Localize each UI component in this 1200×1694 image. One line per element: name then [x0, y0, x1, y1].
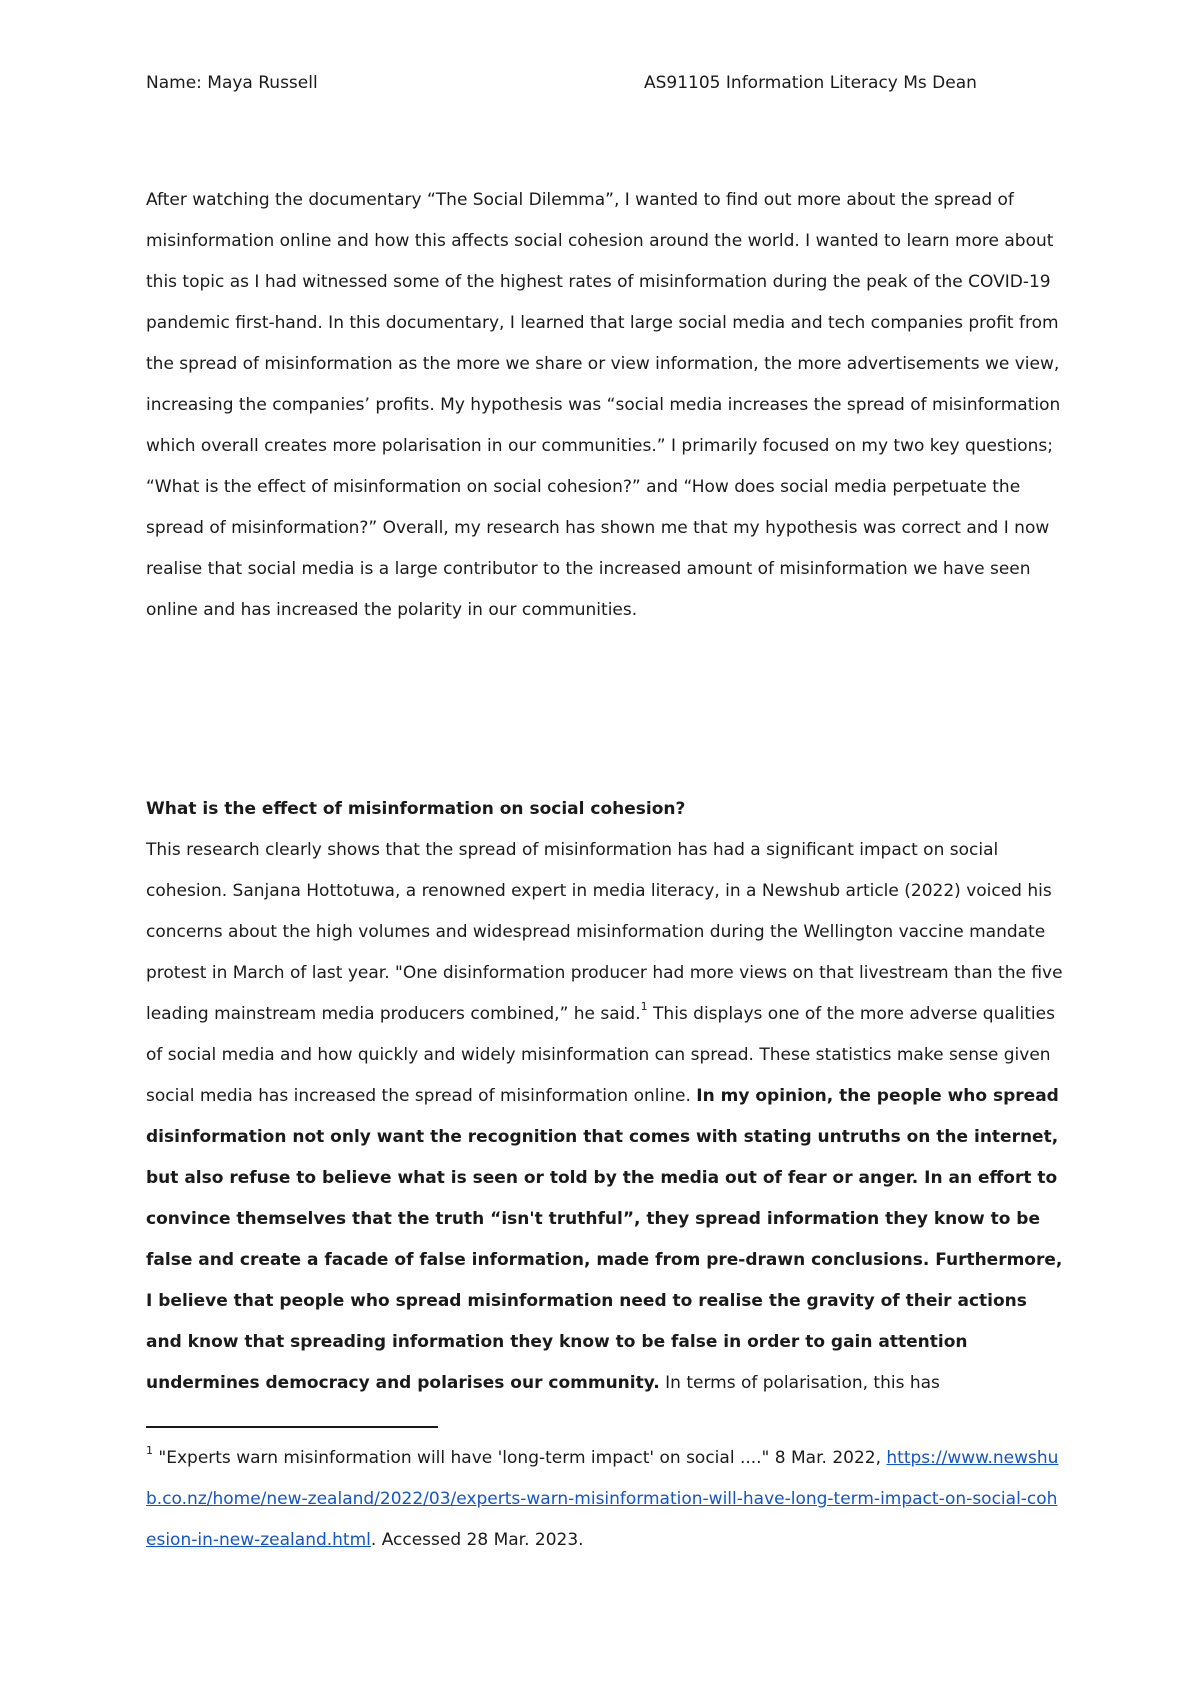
- section-text-part1: This research clearly shows that the spread of misinformation has had a significant impact on social cohesion. Sanjana Hottotuwa, a renowned expert in media literacy, in a Newshub article (2022) voiced his concerns about the high volumes and widespread misinformation during the Wellington vaccine mandate protest in March of last year. "One disinformation producer had more views on that livestream than the five leading mainstream media producers combined,” he said.: [146, 840, 1063, 1024]
- footnote-accessed: . Accessed 28 Mar. 2023.: [370, 1530, 584, 1550]
- footnote: [146, 1438, 1066, 1561]
- section-bold-opinion: In my opinion, the people who spread disinformation not only want the recognition that comes with stating untruths on the internet, but also refuse to believe what is seen or told by the media out of fear or anger. In an effort to convince themselves that the truth “isn't truthful”, they spread information they know to be false and create a facade of false information, made from pre-drawn conclusions. Furthermore, I believe that people who spread misinformation need to realise the gravity of their actions and know that spreading information they know to be false in order to gain attention undermines democracy and polarises our community.: [146, 1086, 1063, 1393]
- student-name: Name: Maya Russell: [146, 73, 318, 93]
- footnote-citation: "Experts warn misinformation will have 'long-term impact' on social ...." 8 Mar. 2022,: [153, 1448, 887, 1468]
- course-title: AS91105 Information Literacy Ms Dean: [644, 73, 977, 93]
- intro-paragraph: After watching the documentary “The Social Dilemma”, I wanted to find out more about the spread of misinformation online and how this affects social cohesion around the world. I wanted to learn more about this topic as I had witnessed some of the highest rates of misinformation during the peak of the COVID-19 pandemic first-hand. In this documentary, I learned that large social media and tech companies profit from the spread of misinformation as the more we share or view information, the more advertisements we view, increasing the companies’ profits. My hypothesis was “social media increases the spread of misinformation which overall creates more polarisation in our communities.” I primarily focused on my two key questions; “What is the effect of misinformation on social cohesion?” and “How does social media perpetuate the spread of misinformation?” Overall, my research has shown me that my hypothesis was correct and I now realise that social media is a large contributor to the increased amount of misinformation we have seen online and has increased the polarity in our communities.: [146, 190, 1061, 620]
- footnote-divider: [146, 1426, 438, 1428]
- section-text-part3: In terms of polarisation, this has: [659, 1373, 940, 1393]
- footnote-link[interactable]: https://www.newshub.co.nz/home/new-zealand/2022/03/experts-warn-misinformation-will-have-long-term-impact-on-social-cohesion-in-new-zealand.html: [146, 1448, 1059, 1550]
- footnote-number: 1: [146, 1444, 153, 1458]
- footnote-reference[interactable]: 1: [640, 1000, 648, 1014]
- page-header: [146, 73, 1026, 103]
- section-text-part2: This displays one of the more adverse qualities of social media and how quickly and widely misinformation can spread. These statistics make sense given social media has increased the spread of misinformation online.: [146, 1004, 1055, 1106]
- section-heading: What is the effect of misinformation on social cohesion?: [146, 799, 686, 819]
- section-paragraph: [146, 830, 1066, 1404]
